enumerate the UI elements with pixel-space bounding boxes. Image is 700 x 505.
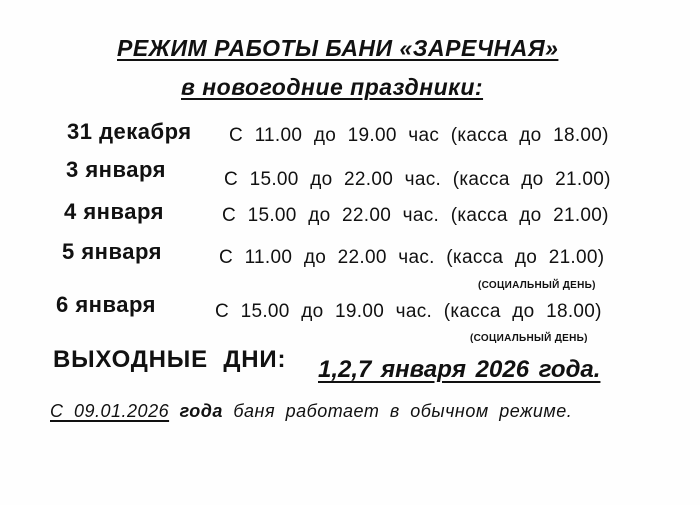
schedule-date: 6 января — [56, 292, 156, 317]
notice-subtitle: в новогодние праздники: — [181, 74, 484, 100]
schedule-hours: С 15.00 до 22.00 час. (касса до 21.00) — [224, 169, 611, 190]
days-off-label: ВЫХОДНЫЕ ДНИ: — [53, 346, 287, 373]
regular-schedule-date: 09.01.2026 — [74, 401, 170, 421]
regular-schedule-text: баня работает в обычном режиме. — [233, 401, 573, 421]
schedule-hours: С 15.00 до 22.00 час. (касса до 21.00) — [222, 205, 609, 226]
social-day-note: (СОЦИАЛЬНЫЙ ДЕНЬ) — [478, 280, 596, 291]
schedule-date: 3 января — [66, 157, 166, 182]
schedule-hours: С 11.00 до 22.00 час. (касса до 21.00) — [219, 247, 605, 268]
schedule-date: 4 января — [64, 199, 164, 224]
regular-schedule-note — [50, 402, 572, 420]
social-day-note: (СОЦИАЛЬНЫЙ ДЕНЬ) — [470, 333, 588, 344]
regular-schedule-year-word: года — [179, 401, 223, 421]
notice-title: РЕЖИМ РАБОТЫ БАНИ «ЗАРЕЧНАЯ» — [117, 35, 559, 61]
schedule-date: 31 декабря — [67, 119, 192, 144]
schedule-hours: С 15.00 до 19.00 час. (касса до 18.00) — [215, 301, 602, 322]
days-off-value: 1,2,7 января 2026 года. — [318, 356, 601, 383]
schedule-date: 5 января — [62, 239, 162, 264]
regular-schedule-prefix: С — [50, 401, 74, 421]
schedule-hours: С 11.00 до 19.00 час (касса до 18.00) — [229, 125, 609, 146]
